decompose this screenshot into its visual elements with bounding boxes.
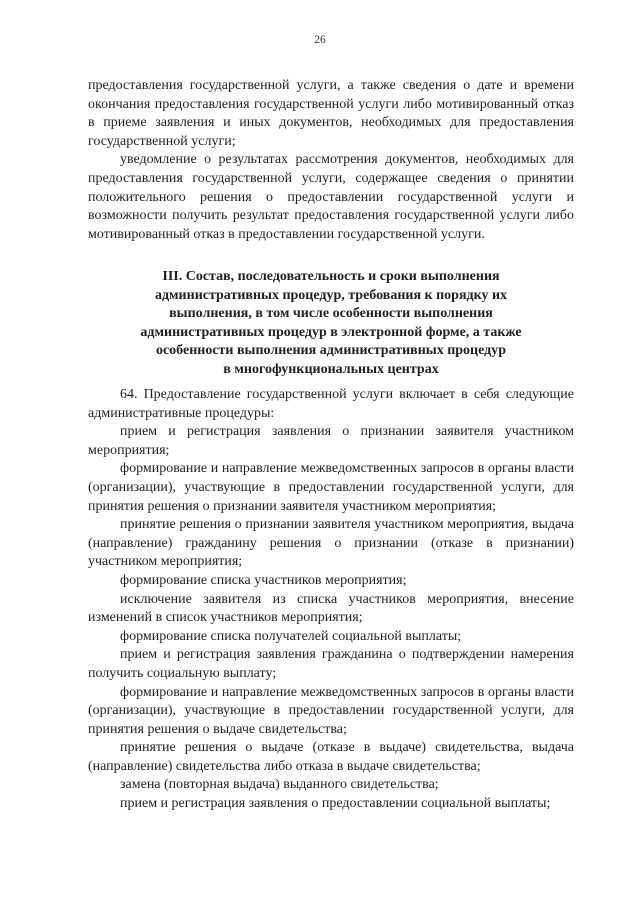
intro-text-block bbox=[88, 77, 574, 244]
section-heading-line: административных процедур в электронной форме, а также bbox=[140, 324, 522, 340]
section-heading-line: в многофункциональных центрах bbox=[223, 361, 439, 377]
section-heading-line: административных процедур, требования к порядку их bbox=[154, 287, 508, 303]
section-heading bbox=[88, 268, 574, 380]
procedure-item: принятие решения о признании заявителя участником мероприятия, выдача (направление) гражданину решения о признании (отказе в признании) участником мероприятия; bbox=[88, 517, 574, 570]
procedure-item: принятие решения о выдаче (отказе в выдаче) свидетельства, выдача (направление) свидетельства либо отказа в выдаче свидетельства; bbox=[88, 740, 574, 774]
page-number: 26 bbox=[314, 34, 326, 46]
procedure-item: исключение заявителя из списка участников мероприятия, внесение изменений в список участников мероприятия; bbox=[88, 591, 574, 626]
procedure-item: формирование и направление межведомственных запросов в органы власти (организации), участвующие в предоставлении государственной услуги, для принятия решения о выдаче свидетельства; bbox=[88, 684, 574, 737]
section-heading-line: III. Состав, последовательность и сроки выполнения bbox=[162, 269, 500, 284]
procedures-list bbox=[88, 386, 574, 814]
procedure-item: формирование и направление межведомственных запросов в органы власти (организации), участвующие в предоставлении государственной услуги, для принятия решения о признании заявителя участником мероприятия; bbox=[88, 461, 574, 514]
procedure-item: прием и регистрация заявления гражданина о подтверждении намерения получить социальную выплату; bbox=[88, 647, 574, 681]
intro-paragraph: предоставления государственной услуги, а также сведения о дате и времени окончания предоставления государственной услуги либо мотивированный отказ в приеме заявления и иных документов, необходимых для предоставления государственной услуги; bbox=[88, 78, 574, 149]
procedure-item: прием и регистрация заявления о признании заявителя участником мероприятия; bbox=[88, 424, 574, 458]
procedure-paragraph: 64. Предоставление государственной услуги включает в себя следующие административные процедуры: bbox=[88, 387, 574, 421]
section-heading-line: особенности выполнения административных процедур bbox=[155, 343, 507, 359]
section-heading-line: выполнения, в том числе особенности выполнения bbox=[169, 306, 493, 322]
procedure-item: формирование списка участников мероприятия; bbox=[120, 572, 407, 588]
procedure-item: замена (повторная выдача) выданного свидетельства; bbox=[120, 777, 439, 793]
intro-paragraph: уведомление о результатах рассмотрения документов, необходимых для предоставления государственной услуги, содержащее сведения о принятии положительного решения о предоставлении государственной услуги и возможности получить результат предоставления государственной услуги либо мотивированный отказ в предоставлении государственной услуги. bbox=[88, 152, 574, 242]
procedure-item: формирование списка получателей социальной выплаты; bbox=[120, 628, 462, 644]
procedure-item: прием и регистрация заявления о предоставлении социальной выплаты; bbox=[120, 796, 551, 812]
